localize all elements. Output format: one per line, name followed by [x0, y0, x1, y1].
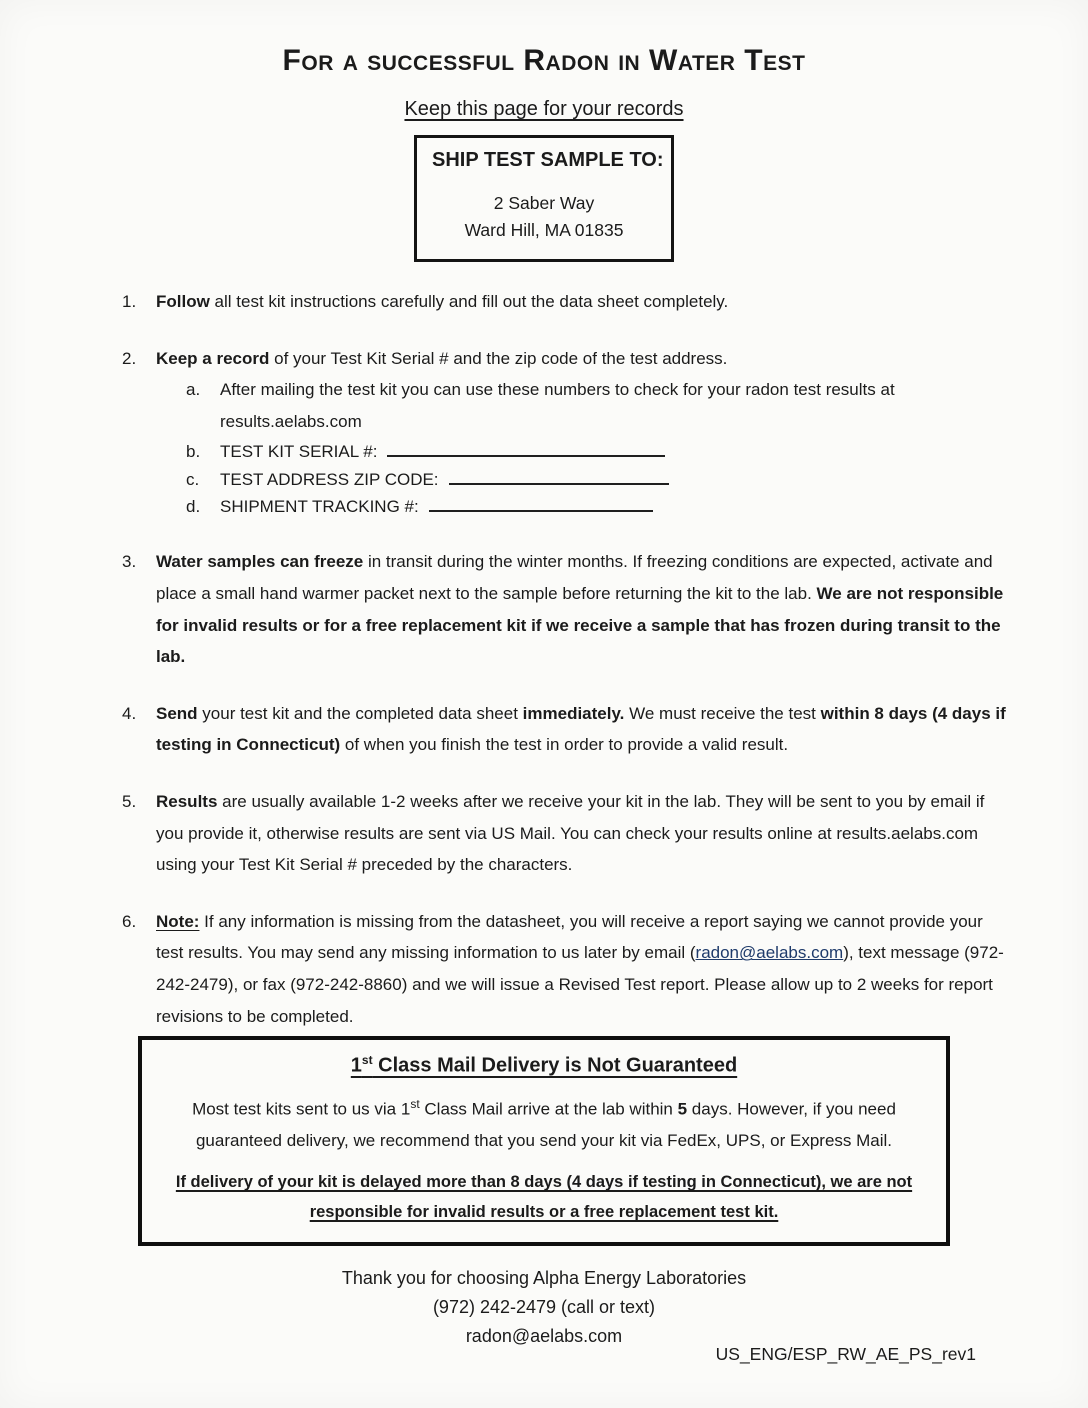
sub-text: After mailing the test kit you can use these numbers to check for your radon test results at results.aelabs.com: [220, 380, 895, 432]
item-number: 6.: [122, 911, 137, 931]
item-bold-warning: We are not responsible for invalid results or for a free replacement kit if we receive a sample that has frozen during transit to the lab.: [156, 583, 1004, 667]
test-kit-serial-blank: [387, 440, 665, 457]
instruction-item-5: [122, 786, 1010, 881]
sub-letter: a.: [186, 380, 201, 400]
heading-text: Class Mail Delivery is Not Guaranteed: [372, 1054, 738, 1077]
tracking-number-blank: [429, 495, 653, 512]
deadline-bold: within 8 days (4 days if testing in Connecticut): [156, 703, 1006, 755]
five-days-bold: 5: [677, 1099, 688, 1119]
footer-email-line: radon@aelabs.com: [465, 1326, 623, 1347]
item-body-text: of your Test Kit Serial # and the zip code of the test address.: [269, 348, 728, 368]
instruction-item-3: [122, 546, 1010, 672]
note-lead-bold: Note:: [156, 911, 200, 931]
item-body-text: ), text message (972-242-2479), or fax (972-242-8860) and we will issue a Revised Test report. Please allow up to 2 weeks for report revisions to be completed.: [156, 943, 1004, 1026]
item-lead-bold: Water samples can freeze: [156, 552, 364, 572]
footer-phone-line: (972) 242-2479 (call or text): [432, 1296, 656, 1317]
zip-code-label: TEST ADDRESS ZIP CODE:: [220, 469, 439, 489]
ship-to-address: [432, 190, 656, 244]
sub-text: [220, 493, 653, 521]
paragraph-text: days. However, if you need guaranteed delivery, we recommend that you send your kit via FedEx, UPS, or Express Mail.: [195, 1099, 896, 1150]
address-line-city: Ward Hill, MA 01835: [464, 220, 624, 241]
item-body-text: of when you finish the test in order to provide a valid result.: [340, 735, 789, 755]
item-number: 2.: [122, 348, 137, 368]
ordinal-suffix: st: [361, 1053, 373, 1068]
ordinal-suffix: st: [410, 1096, 420, 1111]
paragraph-text: Class Mail arrive at the lab within: [419, 1099, 678, 1119]
immediately-bold: immediately.: [522, 703, 625, 723]
item-number: 1.: [122, 292, 137, 312]
item-lead-bold: Keep a record: [156, 348, 270, 368]
item-text: [156, 906, 1010, 1032]
instruction-item-4: [122, 698, 1010, 761]
address-line-street: 2 Saber Way: [493, 193, 595, 213]
item-text: [156, 343, 1010, 521]
page-title: For a successful Radon in Water Test: [282, 44, 806, 77]
footer: [0, 1264, 1088, 1364]
mail-box-heading: [156, 1053, 932, 1078]
instruction-list: [122, 286, 1010, 1032]
item-text: [156, 546, 1010, 672]
instruction-item-1: [122, 286, 1010, 318]
sub-list: [186, 374, 1010, 521]
instruction-item-2: [122, 343, 1010, 521]
item-number: 3.: [122, 552, 137, 572]
ship-to-heading: SHIP TEST SAMPLE TO:: [432, 149, 664, 171]
zip-code-blank: [449, 468, 669, 485]
sub-text: [220, 438, 665, 466]
footer-thanks-line: Thank you for choosing Alpha Energy Laboratories: [341, 1267, 747, 1288]
item-number: 4.: [122, 703, 137, 723]
item-text: [156, 698, 1010, 761]
sub-text: [220, 466, 669, 494]
sub-item-a: [186, 374, 1010, 437]
item-body-text: in transit during the winter months. If freezing conditions are expected, activate and place a small hand warmer packet next to the sample before returning the kit to the lab.: [156, 552, 993, 603]
keep-records-note: Keep this page for your records: [404, 98, 684, 120]
item-body-text: We must receive the test: [624, 703, 821, 723]
mail-delivery-warning-box: [138, 1036, 950, 1246]
item-body-text: all test kit instructions carefully and fill out the data sheet completely.: [209, 292, 729, 312]
item-body-text: your test kit and the completed data sheet: [197, 703, 523, 723]
item-text: [156, 786, 1010, 881]
item-number: 5.: [122, 791, 137, 811]
sub-item-b: [186, 438, 1010, 466]
sub-letter: d.: [186, 497, 201, 517]
tracking-label: SHIPMENT TRACKING #:: [220, 497, 419, 517]
serial-label: TEST KIT SERIAL #:: [220, 441, 378, 461]
item-text: [156, 286, 1010, 318]
revision-code: US_ENG/ESP_RW_AE_PS_rev1: [715, 1343, 976, 1364]
delay-warning-text: If delivery of your kit is delayed more than 8 days (4 days if testing in Connecticut), we are not responsible for invalid results or a free replacement test kit.: [175, 1173, 913, 1222]
sub-item-c: [186, 466, 1010, 494]
heading-number: 1: [350, 1054, 362, 1077]
ship-to-box: [414, 135, 674, 262]
instruction-item-6: [122, 906, 1010, 1032]
item-body-text: If any information is missing from the datasheet, you will receive a report saying we cannot provide your test results. You may send any missing information to us later by email (: [156, 911, 983, 963]
sub-item-d: [186, 493, 1010, 521]
mail-box-paragraph: [156, 1093, 932, 1157]
sub-letter: c.: [186, 469, 200, 489]
item-lead-bold: Send: [156, 703, 198, 723]
item-main-line: [156, 343, 1010, 375]
sub-letter: b.: [186, 441, 201, 461]
email-link[interactable]: radon@aelabs.com: [695, 943, 844, 963]
item-body-text: are usually available 1-2 weeks after we receive your kit in the lab. They will be sent to you by email if you provide it, otherwise results are sent via US Mail. You can check your results online at results.aelabs.com using your Test Kit Serial # preceded by the characters.: [156, 791, 985, 875]
item-lead-bold: Follow: [156, 292, 210, 312]
paragraph-text: Most test kits sent to us via 1: [192, 1099, 411, 1119]
item-lead-bold: Results: [156, 791, 218, 811]
